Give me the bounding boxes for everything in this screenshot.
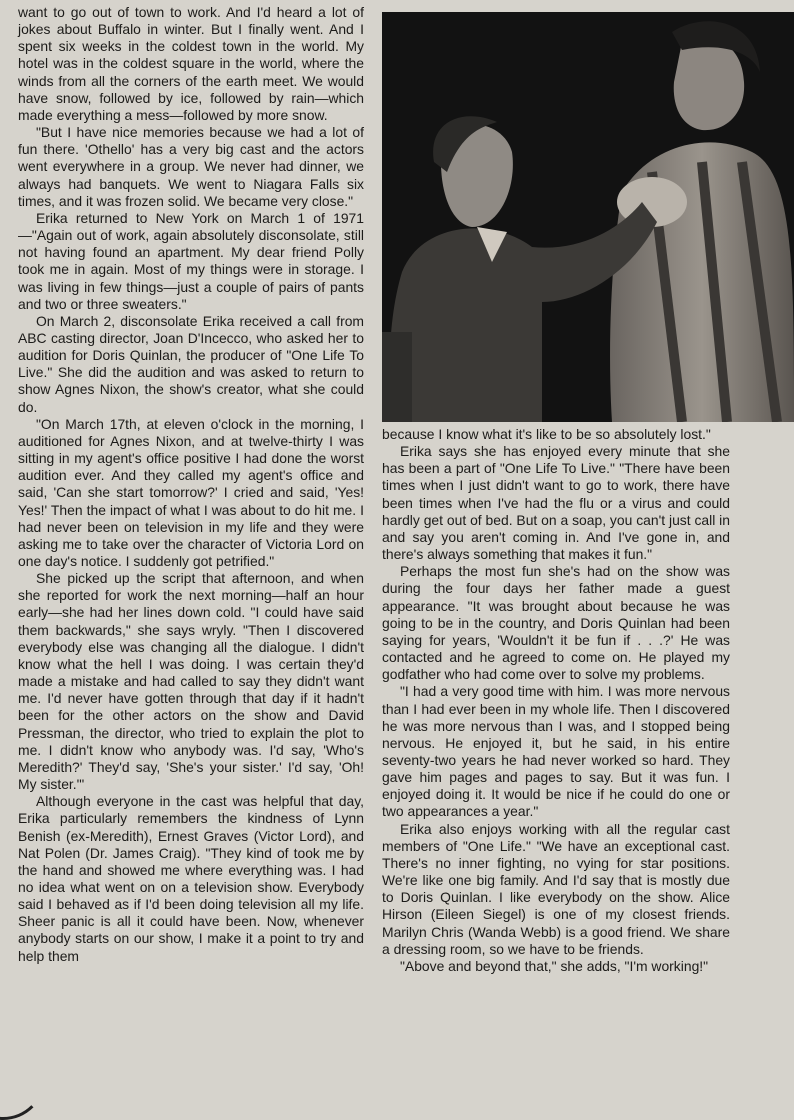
stage-photo-illustration [382,12,794,422]
woman-head-shape [674,38,744,130]
article-right-column [382,426,730,975]
paragraph: "On March 17th, at eleven o'clock in the morning, I auditioned for Agnes Nixon, and at twelve-thirty I was sitting in my agent's office positive I had done the worst audition ever. And they called my agent's office and said, 'Can she start tomorrow?' I cried and said, 'Yes! Yes!' Then the impact of what I was about to do hit me. I had never been on television in my life and they were asking me to take over the character of Victoria Lord on one day's notice. I suddenly got petrified." [18,415,364,569]
paragraph: want to go out of town to work. And I'd heard a lot of jokes about Buffalo in winter. But I finally went. And I spent six weeks in the coldest town in the world. My hotel was in the coldest square in the world, where the winds from all the corners of the earth meet. We would have snow, followed by ice, followed by rain—which made everything a mess—followed by more snow. [18,4,364,123]
paragraph: "But I have nice memories because we had a lot of fun there. 'Othello' has a very big cast and the actors went everywhere in a group. We never had dinner, we always had banquets. We went to Niagara Falls six times, and it was frozen solid. We became very close." [18,124,364,209]
page-corner-curve-bottom [0,1034,46,1120]
paragraph: "Above and beyond that," she adds, "I'm working!" [400,957,709,974]
paragraph: Erika returned to New York on March 1 of 1971—"Again out of work, again absolutely disconsolate, still not having found an apartment. My dear friend Polly took me in again. Most of my things were in storage. I was living in few things—just a couple of pairs of pants and two or three sweaters." [18,209,364,312]
article-left-column [18,4,364,965]
paragraph: On March 2, disconsolate Erika received a call from ABC casting director, Joan D'Incecco, who asked her to audition for Doris Quinlan, the producer of "One Life To Live." She did the audition and was asked to return to show Agnes Nixon, the show's creator, what she could do. [18,312,364,415]
paragraph: She picked up the script that afternoon, and when she reported for work the next morning—half an hour early—she had her lines down cold. "I could have said them backwards," she says wryly. "Then I discovered everybody else was changing all the dialogue. I didn't know what the hell I was doing. I was certain they'd made a mistake and had called to say they didn't want me. I'd never have gotten through that day if it hadn't been for the other actors on the show and David Pressman, the director, who tried to explain the plot to me. I didn't know who anybody was. I'd say, 'Who's Meredith?' They'd say, 'She's your sister.' I'd say, 'Oh! My sister.'" [18,570,364,793]
paragraph: Perhaps the most fun she's had on the show was during the four days her father made a guest appearance. "It was brought about because he was going to be in the country, and Doris Quinlan had been saying for years, 'Wouldn't it be fun if . . .?' He was contacted and he agreed to come on. He played my godfather who had come over to solve my problems. [382,563,730,683]
paragraph: Erika also enjoys working with all the regular cast members of "One Life." "We have an exceptional cast. There's no inner fighting, no vying for star positions. We're like one big family. And I'd say that is mostly due to Doris Quinlan. I like everybody on the show. Alice Hirson (Eileen Siegel) is one of my closest friends. Marilyn Chris (Wanda Webb) is a good friend. We share a dressing room, so we have to be friends. [382,820,730,957]
stage-photo [382,12,794,422]
paragraph: because I know what it's like to be so absolutely lost." [382,426,711,442]
paragraph: "I had a very good time with him. I was more nervous than I had ever been in my whole life. Then I discovered he was more nervous than I was, and I stopped being nervous. He enjoyed it, but he said, in his entire seventy-two years he had never worked so hard. They gave him pages and pages to say. But it was fun. I enjoyed doing it. It would be nice if he could do one or two appearances a year." [382,683,730,820]
paragraph: Erika says she has enjoyed every minute that she has been a part of "One Life To Live." "There have been times when I just didn't want to go to work, there have been times when I've had the flu or a virus and could hardly get out of bed. But on a soap, you can't just call in and say you aren't coming in. And I've gone in, and there's always something that makes it fun." [382,443,730,563]
paragraph: Although everyone in the cast was helpful that day, Erika particularly remembers the kindness of Lynn Benish (ex-Meredith), Ernest Graves (Victor Lord), and Nat Polen (Dr. James Craig). "They kind of took me by the hand and showed me where everything was. I had no idea what went on on a television show. Everybody said I behaved as if I'd been doing television all my life. Sheer panic is all it could have been. Now, whenever anybody starts on our show, I make it a point to try and help them [18,793,364,964]
